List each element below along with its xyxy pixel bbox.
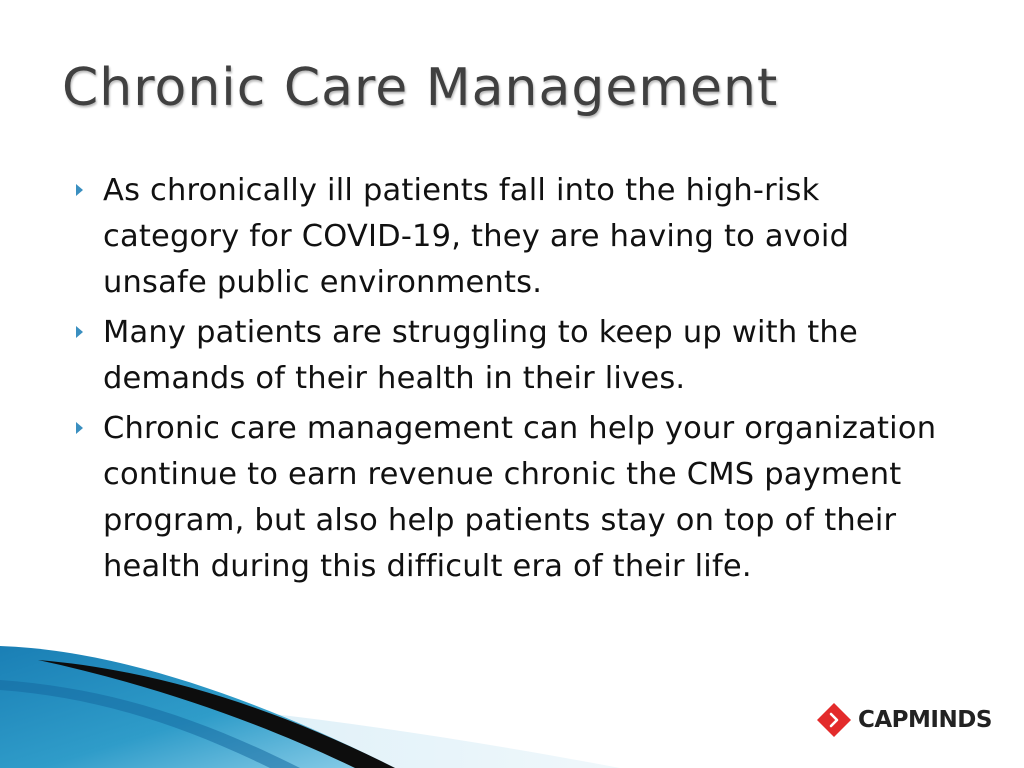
bullet-text: Many patients are struggling to keep up with the demands of their health in their lives. [103, 315, 858, 396]
diamond-chevron-icon [816, 702, 852, 738]
bullet-text: As chronically ill patients fall into the high-risk category for COVID-19, they are having to avoid unsafe public environments. [103, 173, 850, 300]
bullet-list [74, 168, 954, 594]
logo-text: CAPMINDS [858, 707, 992, 733]
bullet-item [74, 168, 954, 306]
triangle-right-icon [76, 422, 83, 434]
bullet-text: Chronic care management can help your organization continue to earn revenue chronic the CMS payment program, but also help patients stay on top of their health during this difficult era of their life. [103, 411, 937, 584]
capminds-logo [816, 702, 992, 738]
triangle-right-icon [76, 184, 83, 196]
slide-title: Chronic Care Management [62, 58, 779, 118]
bullet-item [74, 310, 954, 402]
triangle-right-icon [76, 326, 83, 338]
bullet-item [74, 406, 954, 590]
